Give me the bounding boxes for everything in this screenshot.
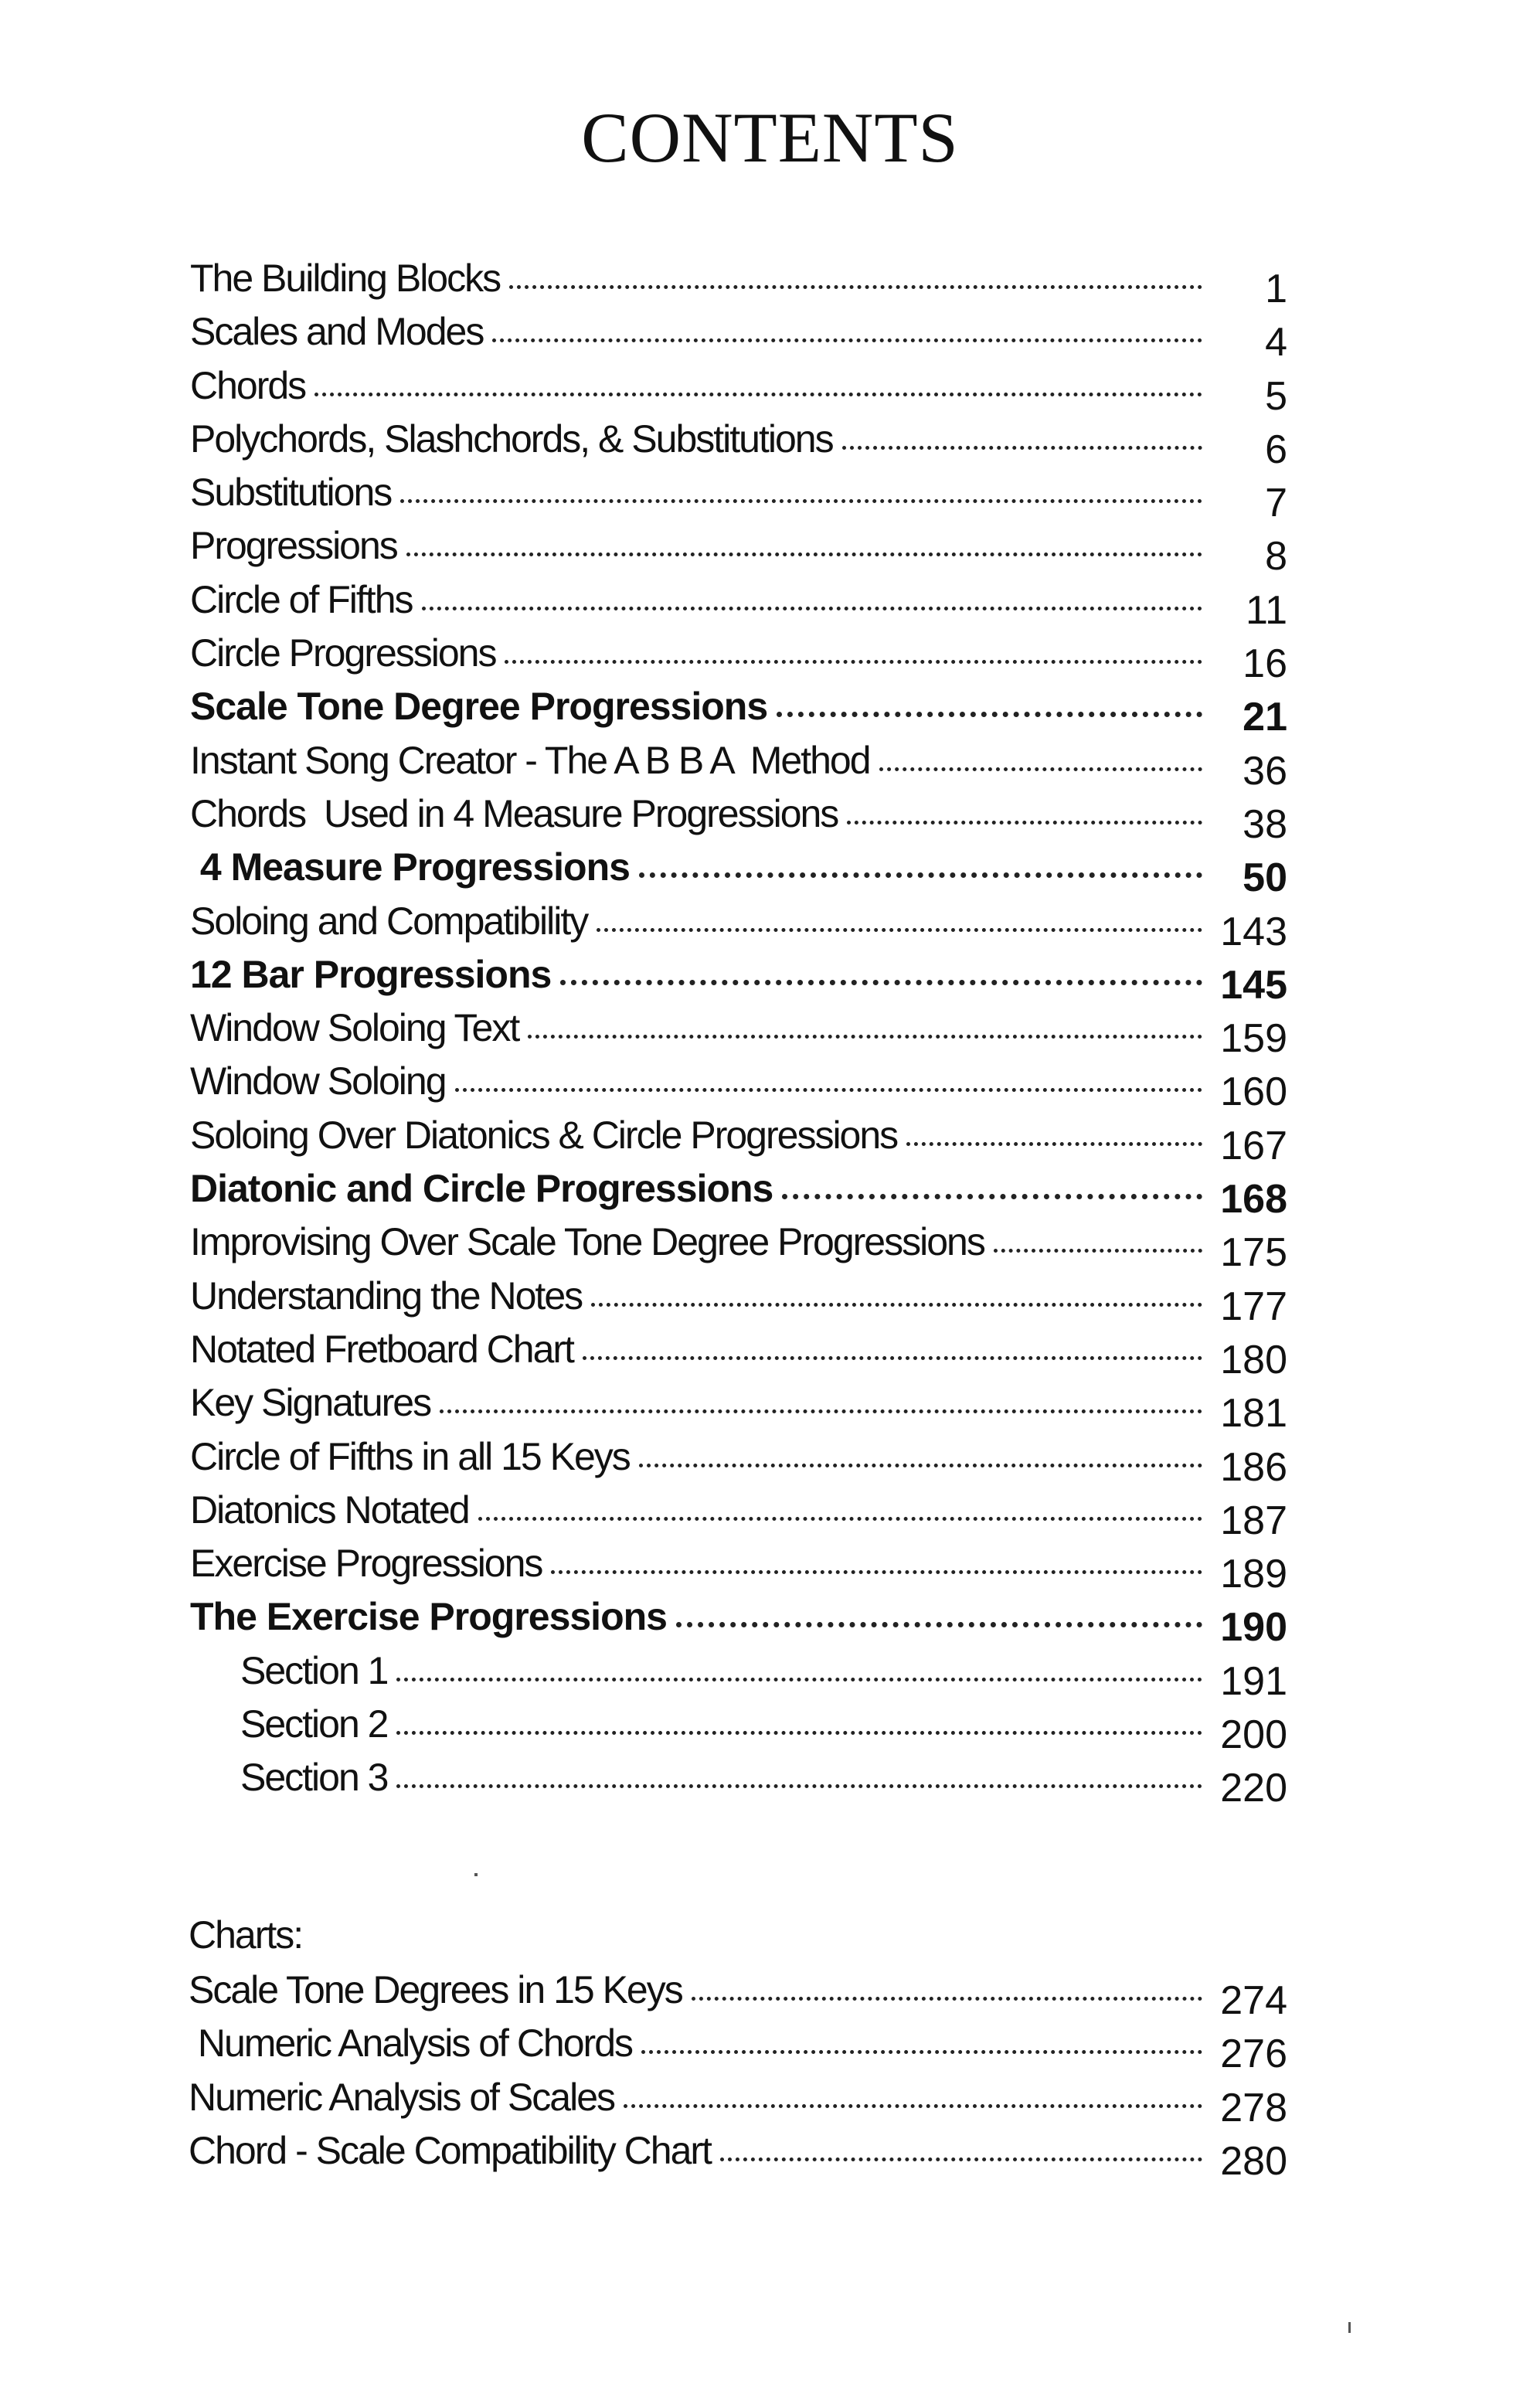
entry-title: Chords Used in 4 Measure Progressions [190,791,838,835]
entry-title: Scale Tone Degree Progressions [190,685,768,729]
page-title: CONTENTS [581,98,959,177]
table-of-contents [190,255,1287,1811]
dot-leader [782,1194,1202,1199]
dot-leader [777,712,1202,717]
dot-leader [842,446,1202,450]
toc-entry [190,791,1287,847]
entry-title: Understanding the Notes [190,1273,583,1318]
entry-title: Section 3 [240,1756,388,1800]
toc-entry [190,844,1287,901]
dot-leader [551,1570,1202,1574]
dot-leader [847,821,1202,825]
page-number: 16 [1243,641,1287,687]
page-number: 189 [1220,1552,1287,1597]
toc-entry [189,2127,1287,2184]
page-number: 220 [1220,1766,1287,1811]
page-number: 180 [1220,1337,1287,1382]
page-number: 7 [1265,481,1287,526]
charts-list [189,1967,1287,2184]
page-number: 168 [1220,1177,1287,1222]
page-number: 186 [1220,1444,1287,1490]
entry-title: Chords [190,363,306,407]
toc-entry [189,1967,1287,2023]
page-number: 276 [1220,2032,1287,2077]
toc-entry [190,1219,1287,1276]
dot-leader [994,1249,1202,1253]
toc-entry [190,469,1287,526]
toc-entry [190,1165,1287,1222]
dot-leader [422,607,1202,610]
toc-entry [190,416,1287,472]
page-number: 160 [1220,1069,1287,1115]
toc-entry [190,522,1287,580]
toc-entry [190,737,1287,794]
entry-title: Scales and Modes [190,310,484,354]
page-number: 11 [1246,587,1287,633]
dot-leader [314,393,1202,396]
entry-title: Notated Fretboard Chart [190,1327,573,1371]
entry-title: Circle of Fifths in all 15 Keys [190,1434,630,1478]
page-number: 50 [1243,855,1287,901]
entry-title: Numeric Analysis of Scales [189,2075,615,2119]
toc-entry [190,1058,1287,1115]
page-number: 6 [1265,427,1287,472]
dot-leader [455,1088,1202,1092]
page-number: 21 [1243,695,1287,740]
dot-leader [676,1622,1202,1627]
dot-leader [440,1409,1202,1413]
toc-entry [190,1701,1287,1758]
entry-title: Exercise Progressions [190,1542,542,1586]
entry-title: Chord - Scale Compatibility Chart [189,2128,711,2172]
toc-entry [189,2074,1287,2130]
toc-entry [190,1273,1287,1329]
page-number: 175 [1220,1230,1287,1276]
entry-title: The Building Blocks [190,257,501,300]
entry-title: Diatonics Notated [190,1488,469,1532]
page-number: 38 [1243,801,1287,847]
toc-entry [190,630,1287,687]
entry-title: Improvising Over Scale Tone Degree Progressions [190,1220,984,1264]
toc-entry [190,683,1287,740]
toc-entry [190,1379,1287,1437]
page-number: 159 [1220,1016,1287,1062]
toc-entry [190,1326,1287,1382]
dot-leader [639,872,1202,878]
toc-entry [190,1433,1287,1490]
dot-leader [528,1035,1202,1039]
toc-entry [190,576,1287,633]
toc-entry [190,1112,1287,1168]
entry-title: Substitutions [190,471,392,515]
dot-leader [906,1142,1202,1146]
toc-entry [190,308,1287,366]
toc-entry [190,1593,1287,1651]
dot-leader [560,980,1202,985]
page-number: 145 [1220,962,1287,1008]
toc-entry [190,362,1287,419]
entry-title: 4 Measure Progressions [190,845,630,889]
dot-leader [396,1784,1202,1788]
toc-entry [190,1754,1287,1811]
dot-leader [400,499,1202,503]
entry-title: Diatonic and Circle Progressions [190,1167,773,1211]
page-number: 274 [1220,1978,1287,2023]
page-number: 278 [1220,2085,1287,2130]
toc-entry [190,1487,1287,1543]
stray-mark [1348,2322,1351,2333]
page-number: 177 [1220,1284,1287,1329]
page-number: 181 [1220,1391,1287,1437]
entry-title: Progressions [190,524,397,568]
entry-title: Circle of Fifths [190,577,413,621]
page-number: 143 [1220,909,1287,954]
dot-leader [509,285,1202,289]
entry-title: Key Signatures [190,1381,431,1425]
entry-title: Instant Song Creator - The A B B A Method [190,738,870,782]
entry-title: The Exercise Progressions [190,1595,667,1639]
page-number: 8 [1265,534,1287,580]
toc-entry [190,898,1287,954]
entry-title: Window Soloing Text [190,1006,519,1050]
page-number: 200 [1220,1712,1287,1758]
entry-title: Soloing Over Diatonics & Circle Progressions [190,1113,898,1157]
dot-leader [641,2050,1202,2054]
toc-entry [190,951,1287,1008]
toc-entry [190,1005,1287,1062]
page-number: 190 [1220,1605,1287,1651]
toc-entry [189,2020,1287,2077]
dot-leader [720,2157,1202,2161]
entry-title: 12 Bar Progressions [190,952,552,996]
page-number: 167 [1220,1123,1287,1168]
page-number: 4 [1265,320,1287,366]
dot-leader [597,928,1202,932]
toc-entry [190,1647,1287,1704]
entry-title: Polychords, Slashchords, & Substitutions [190,417,833,461]
entry-title: Window Soloing [190,1059,446,1103]
page-number: 1 [1265,267,1287,311]
dot-leader [492,338,1202,342]
dot-leader [583,1356,1202,1360]
stray-mark [474,1873,478,1876]
charts-heading: Charts: [189,1913,303,1957]
toc-entry [190,1540,1287,1597]
dot-leader [396,1678,1202,1681]
dot-leader [478,1517,1202,1521]
entry-title: Numeric Analysis of Chords [189,2021,633,2066]
page-number: 191 [1220,1658,1287,1704]
page-number: 280 [1220,2138,1287,2184]
entry-title: Scale Tone Degrees in 15 Keys [189,1968,682,2011]
page-number: 36 [1243,748,1287,794]
dot-leader [639,1464,1202,1467]
entry-title: Soloing and Compatibility [190,899,588,943]
toc-entry [190,255,1287,311]
page-number: 5 [1265,373,1287,419]
dot-leader [406,553,1202,556]
dot-leader [879,767,1202,771]
dot-leader [396,1731,1202,1735]
dot-leader [692,1997,1202,2001]
entry-title: Section 2 [240,1702,388,1746]
page-number: 187 [1220,1498,1287,1543]
dot-leader [624,2104,1202,2108]
dot-leader [591,1303,1202,1307]
entry-title: Circle Progressions [190,631,496,675]
entry-title: Section 1 [240,1648,388,1692]
dot-leader [505,660,1202,664]
